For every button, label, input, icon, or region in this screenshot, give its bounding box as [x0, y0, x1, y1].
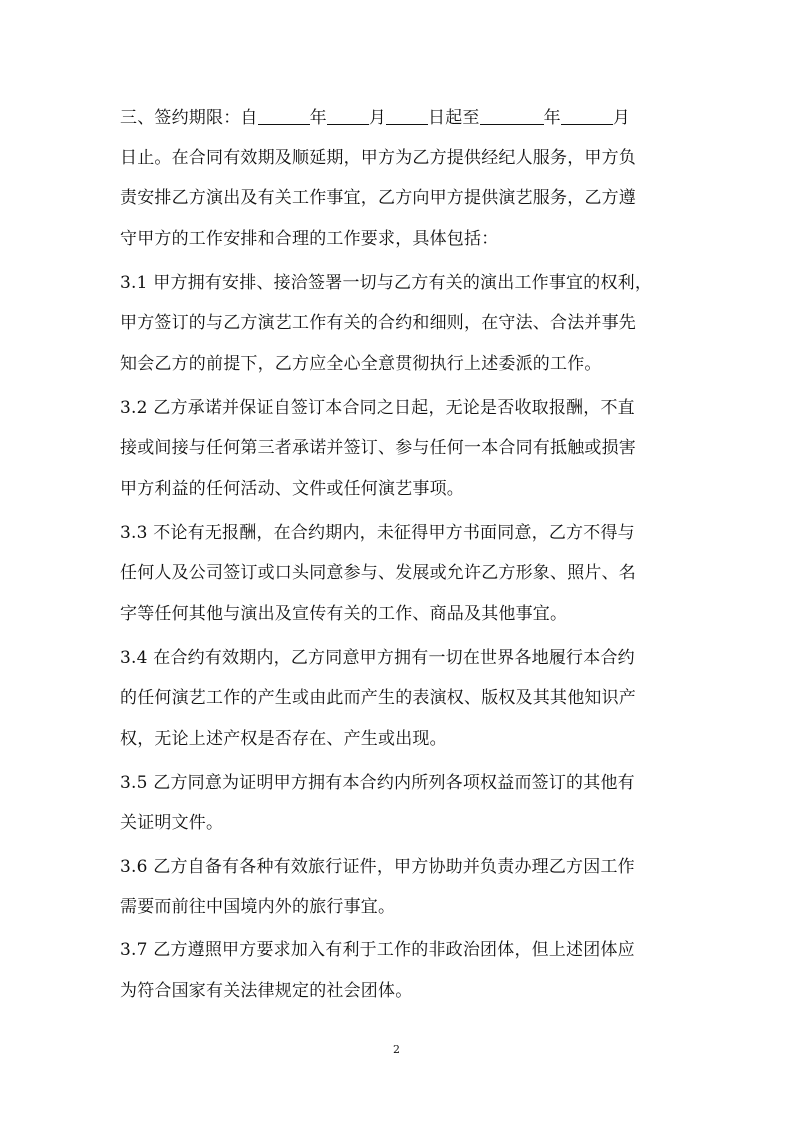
clause-3-4-line: 3.4 在合约有效期内，乙方同意甲方拥有一切在世界各地履行本合约	[120, 648, 635, 668]
clause-3-4-line: 的任何演艺工作的产生或由此而产生的表演权、版权及其其他知识产	[120, 688, 636, 708]
clause-3-4-line: 权，无论上述产权是否存在、产生或出现。	[120, 729, 447, 749]
body-line: 日止。在合同有效期及顺延期，甲方为乙方提供经纪人服务，甲方负	[120, 148, 636, 168]
start-day-label: 日起至	[428, 108, 480, 128]
start-month-blank	[327, 106, 369, 125]
clause-3-1-line: 3.1 甲方拥有安排、接洽签署一切与乙方有关的演出工作事宜的权利，	[120, 273, 653, 293]
clause-3-3-line: 任何人及公司签订或口头同意参与、发展或允许乙方形象、照片、名	[120, 563, 636, 583]
body-line: 责安排乙方演出及有关工作事宜，乙方向甲方提供演艺服务，乙方遵	[120, 188, 636, 208]
end-year-blank	[480, 106, 544, 125]
end-month-label: 月	[612, 108, 631, 128]
clause-3-5-line: 3.5 乙方同意为证明甲方拥有本合约内所列各项权益而签订的其他有	[120, 773, 635, 793]
start-year-label: 年	[309, 108, 327, 128]
end-year-label: 年	[543, 108, 561, 128]
start-month-label: 月	[368, 108, 387, 128]
term-prefix: 三、签约期限：自	[120, 108, 258, 128]
start-day-blank	[386, 106, 428, 125]
clause-3-6-line: 需要而前往中国境内外的旅行事宜。	[120, 897, 396, 917]
page-number: 2	[393, 1043, 400, 1056]
end-month-blank	[561, 106, 613, 125]
clause-3-1-line: 知会乙方的前提下，乙方应全心全意贯彻执行上述委派的工作。	[120, 354, 602, 374]
clause-3-1-line: 甲方签订的与乙方演艺工作有关的合约和细则，在守法、合法并事先	[120, 313, 636, 333]
clause-3-3-line: 字等任何其他与演出及宣传有关的工作、商品及其他事宜。	[120, 604, 568, 624]
clause-3-2-line: 3.2 乙方承诺并保证自签订本合同之日起，无论是否收取报酬，不直	[120, 398, 635, 418]
clause-3-6-line: 3.6 乙方自备有各种有效旅行证件，甲方协助并负责办理乙方因工作	[120, 857, 635, 877]
clause-3-7-line: 3.7 乙方遵照甲方要求加入有利于工作的非政治团体，但上述团体应	[120, 940, 635, 960]
clause-3-7-line: 为符合国家有关法律规定的社会团体。	[120, 981, 413, 1001]
clause-3-3-line: 3.3 不论有无报酬，在合约期内，未征得甲方书面同意，乙方不得与	[120, 523, 635, 543]
start-year-blank	[258, 106, 310, 125]
clause-3-5-line: 关证明文件。	[120, 813, 224, 833]
body-line: 守甲方的工作安排和合理的工作要求，具体包括：	[120, 229, 499, 249]
clause-3-2-line: 接或间接与任何第三者承诺并签订、参与任何一本合同有抵触或损害	[120, 438, 636, 458]
term-line	[120, 103, 630, 133]
clause-3-2-line: 甲方利益的任何活动、文件或任何演艺事项。	[120, 479, 464, 499]
